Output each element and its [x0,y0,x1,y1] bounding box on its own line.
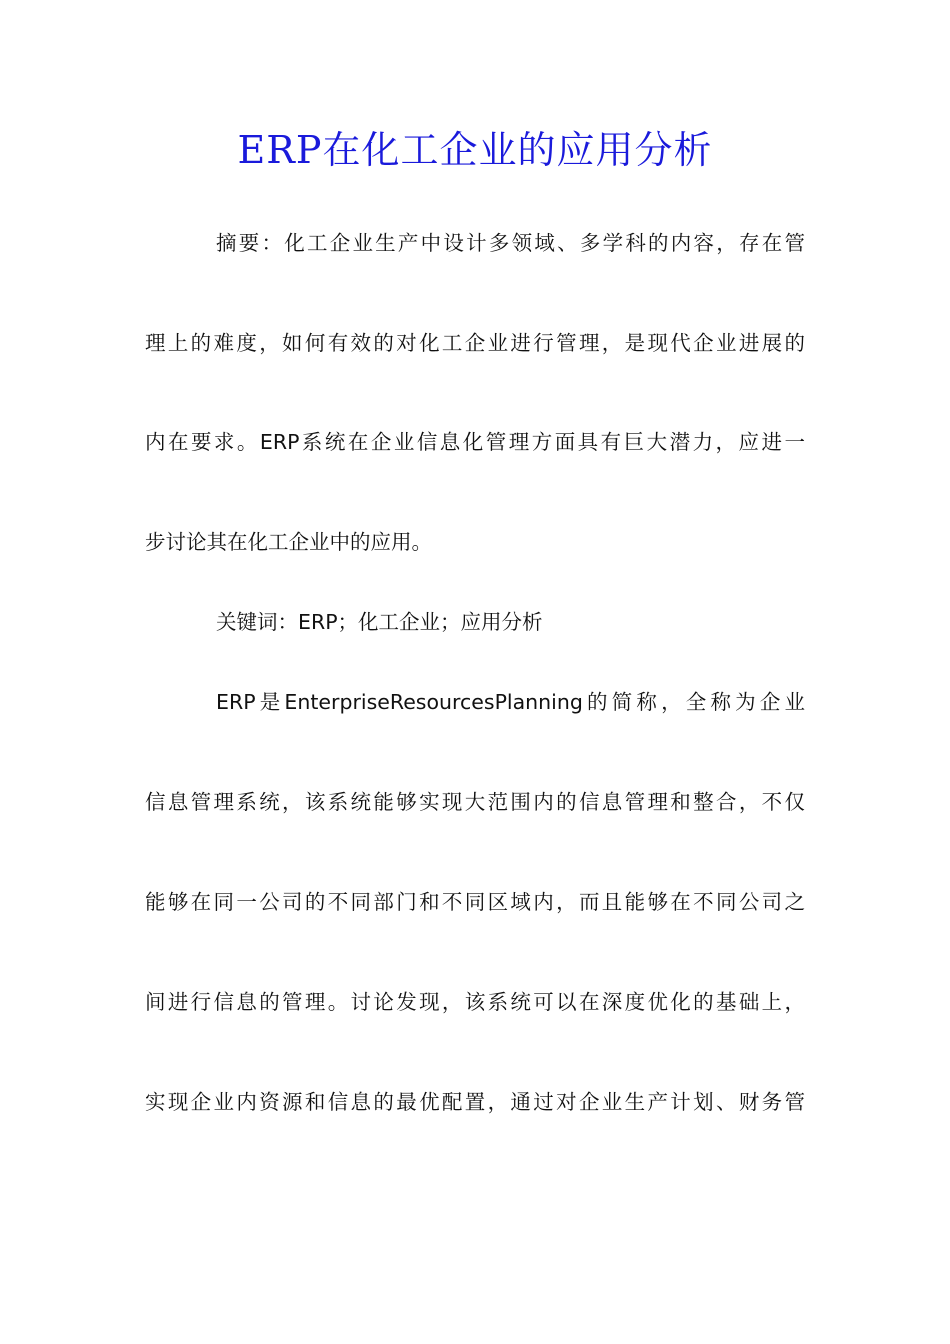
document-title: ERP在化工企业的应用分析 [237,128,713,172]
body-line: ERP是EnterpriseResourcesPlanning的简称，全称为企业 [216,690,805,714]
abstract-line: 内在要求。ERP系统在企业信息化管理方面具有巨大潜力，应进一 [145,430,805,454]
abstract-line: 理上的难度，如何有效的对化工企业进行管理，是现代企业进展的 [145,331,805,355]
body-line: 信息管理系统，该系统能够实现大范围内的信息管理和整合，不仅 [145,790,805,814]
body-line: 间进行信息的管理。讨论发现，该系统可以在深度优化的基础上， [145,990,805,1014]
keywords-line: 关键词：ERP；化工企业；应用分析 [216,610,543,634]
abstract-line: 摘要：化工企业生产中设计多领域、多学科的内容，存在管 [216,231,805,255]
body-line: 能够在同一公司的不同部门和不同区域内，而且能够在不同公司之 [145,890,805,914]
abstract-line: 步讨论其在化工企业中的应用。 [145,530,432,554]
body-line: 实现企业内资源和信息的最优配置，通过对企业生产计划、财务管 [145,1090,805,1114]
